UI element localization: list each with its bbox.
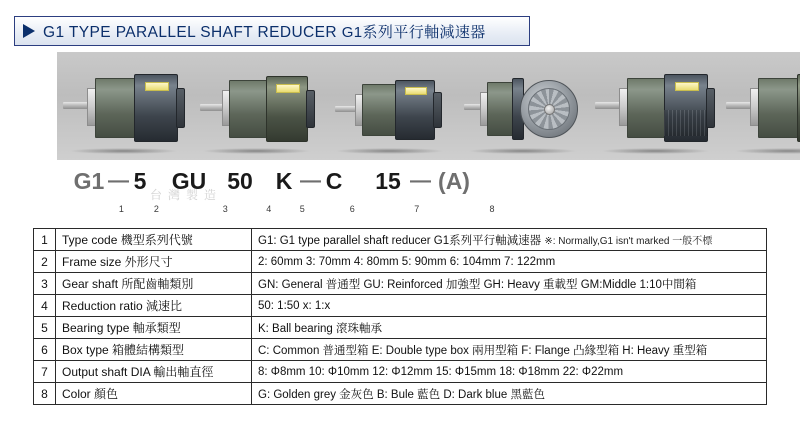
row-value: K: Ball bearing 滾珠軸承 xyxy=(252,317,767,339)
row-value xyxy=(252,229,767,251)
table-row xyxy=(34,361,767,383)
gear-motor-image-5 xyxy=(589,52,722,160)
gear-motor-image-3 xyxy=(323,52,456,160)
gear-motor-image-1 xyxy=(57,52,190,160)
row-index: 6 xyxy=(34,339,56,361)
model-code-part-6-index: 6 xyxy=(349,204,355,214)
triangle-right-icon xyxy=(23,24,35,38)
model-code-part-1-index: 1 xyxy=(118,204,124,214)
row-value: 8: Φ8mm 10: Φ10mm 12: Φ12mm 15: Φ15mm 18: Φ18mm 22: Φ22mm xyxy=(252,361,767,383)
model-code-part-1-text: G1 xyxy=(73,168,105,194)
row-index: 3 xyxy=(34,273,56,295)
model-code-separator-3: — xyxy=(410,169,431,192)
model-code-part-8-index: 8 xyxy=(489,204,495,214)
model-code-part-5 xyxy=(274,168,305,214)
row-value: C: Common 普通型箱 E: Double type box 兩用型箱 F: Flange 凸緣型箱 H: Heavy 重型箱 xyxy=(252,339,767,361)
table-row xyxy=(34,251,767,273)
page-title xyxy=(43,21,486,42)
model-code-part-1 xyxy=(72,168,124,214)
table-row xyxy=(34,229,767,251)
table-row xyxy=(34,273,767,295)
model-code-part-5-text: K xyxy=(275,168,293,194)
row-label: Reduction ratio 減速比 xyxy=(56,295,252,317)
page-title-en: G1 TYPE PARALLEL SHAFT REDUCER xyxy=(43,23,337,41)
row-index: 5 xyxy=(34,317,56,339)
table-row xyxy=(34,295,767,317)
row-note: ※: Normally,G1 isn't marked 一般不標 xyxy=(544,235,713,247)
row-index: 1 xyxy=(34,229,56,251)
gear-motor-image-2 xyxy=(190,52,323,160)
row-index: 4 xyxy=(34,295,56,317)
row-value: GN: General 普通型 GU: Reinforced 加強型 GH: Heavy 重載型 GM:Middle 1:10中間箱 xyxy=(252,273,767,295)
row-label: Box type 箱體結構類型 xyxy=(56,339,252,361)
model-code-part-4 xyxy=(224,168,272,214)
gear-motor-image-4-fan xyxy=(456,52,589,160)
model-code-part-7 xyxy=(372,168,420,214)
row-label: Bearing type 軸承類型 xyxy=(56,317,252,339)
table-row xyxy=(34,317,767,339)
product-photo-strip xyxy=(57,52,800,160)
row-index: 2 xyxy=(34,251,56,273)
row-label: Color 顏色 xyxy=(56,383,252,405)
row-value: G: Golden grey 金灰色 B: Bule 藍色 D: Dark blue 黑藍色 xyxy=(252,383,767,405)
row-index: 8 xyxy=(34,383,56,405)
model-code-part-2 xyxy=(130,168,159,214)
model-code-part-3-index: 3 xyxy=(222,204,228,214)
row-label: Output shaft DIA 輸出軸直徑 xyxy=(56,361,252,383)
model-code-separator-2: — xyxy=(300,169,321,192)
model-code-part-7-index: 7 xyxy=(414,204,420,214)
row-label: Type code 機型系列代號 xyxy=(56,229,252,251)
model-code-part-7-text: 15 xyxy=(375,168,401,194)
page-title-bar xyxy=(14,16,530,46)
table-row xyxy=(34,383,767,405)
model-code-breakdown xyxy=(72,168,502,214)
table-row xyxy=(34,339,767,361)
specification-table xyxy=(33,228,767,405)
row-value: 50: 1:50 x: 1:x xyxy=(252,295,767,317)
model-code-part-4-text: 50 xyxy=(227,168,253,194)
row-value-text: G1: G1 type parallel shaft reducer G1系列平行軸減速器 xyxy=(258,234,542,247)
model-code-part-6 xyxy=(324,168,355,214)
model-code-part-2-text: 5 xyxy=(133,168,147,194)
model-code-part-5-index: 5 xyxy=(299,204,305,214)
row-label: Gear shaft 所配齒軸類別 xyxy=(56,273,252,295)
model-code-part-6-text: C xyxy=(325,168,343,194)
gear-motor-image-6 xyxy=(722,52,800,160)
model-code-part-3-text: GU xyxy=(171,168,207,194)
watermark-text: 台灣製造 xyxy=(150,188,223,202)
model-code-part-2-index: 2 xyxy=(153,204,159,214)
row-label: Frame size 外形尺寸 xyxy=(56,251,252,273)
row-index: 7 xyxy=(34,361,56,383)
model-code-separator-1: — xyxy=(108,169,129,192)
row-value: 2: 60mm 3: 70mm 4: 80mm 5: 90mm 6: 104mm 7: 122mm xyxy=(252,251,767,273)
model-code-part-8 xyxy=(432,168,495,214)
model-code-part-4-index: 4 xyxy=(266,204,272,214)
page-title-cn: G1系列平行軸減速器 xyxy=(341,23,486,41)
model-code-part-8-text: (A) xyxy=(438,168,470,194)
